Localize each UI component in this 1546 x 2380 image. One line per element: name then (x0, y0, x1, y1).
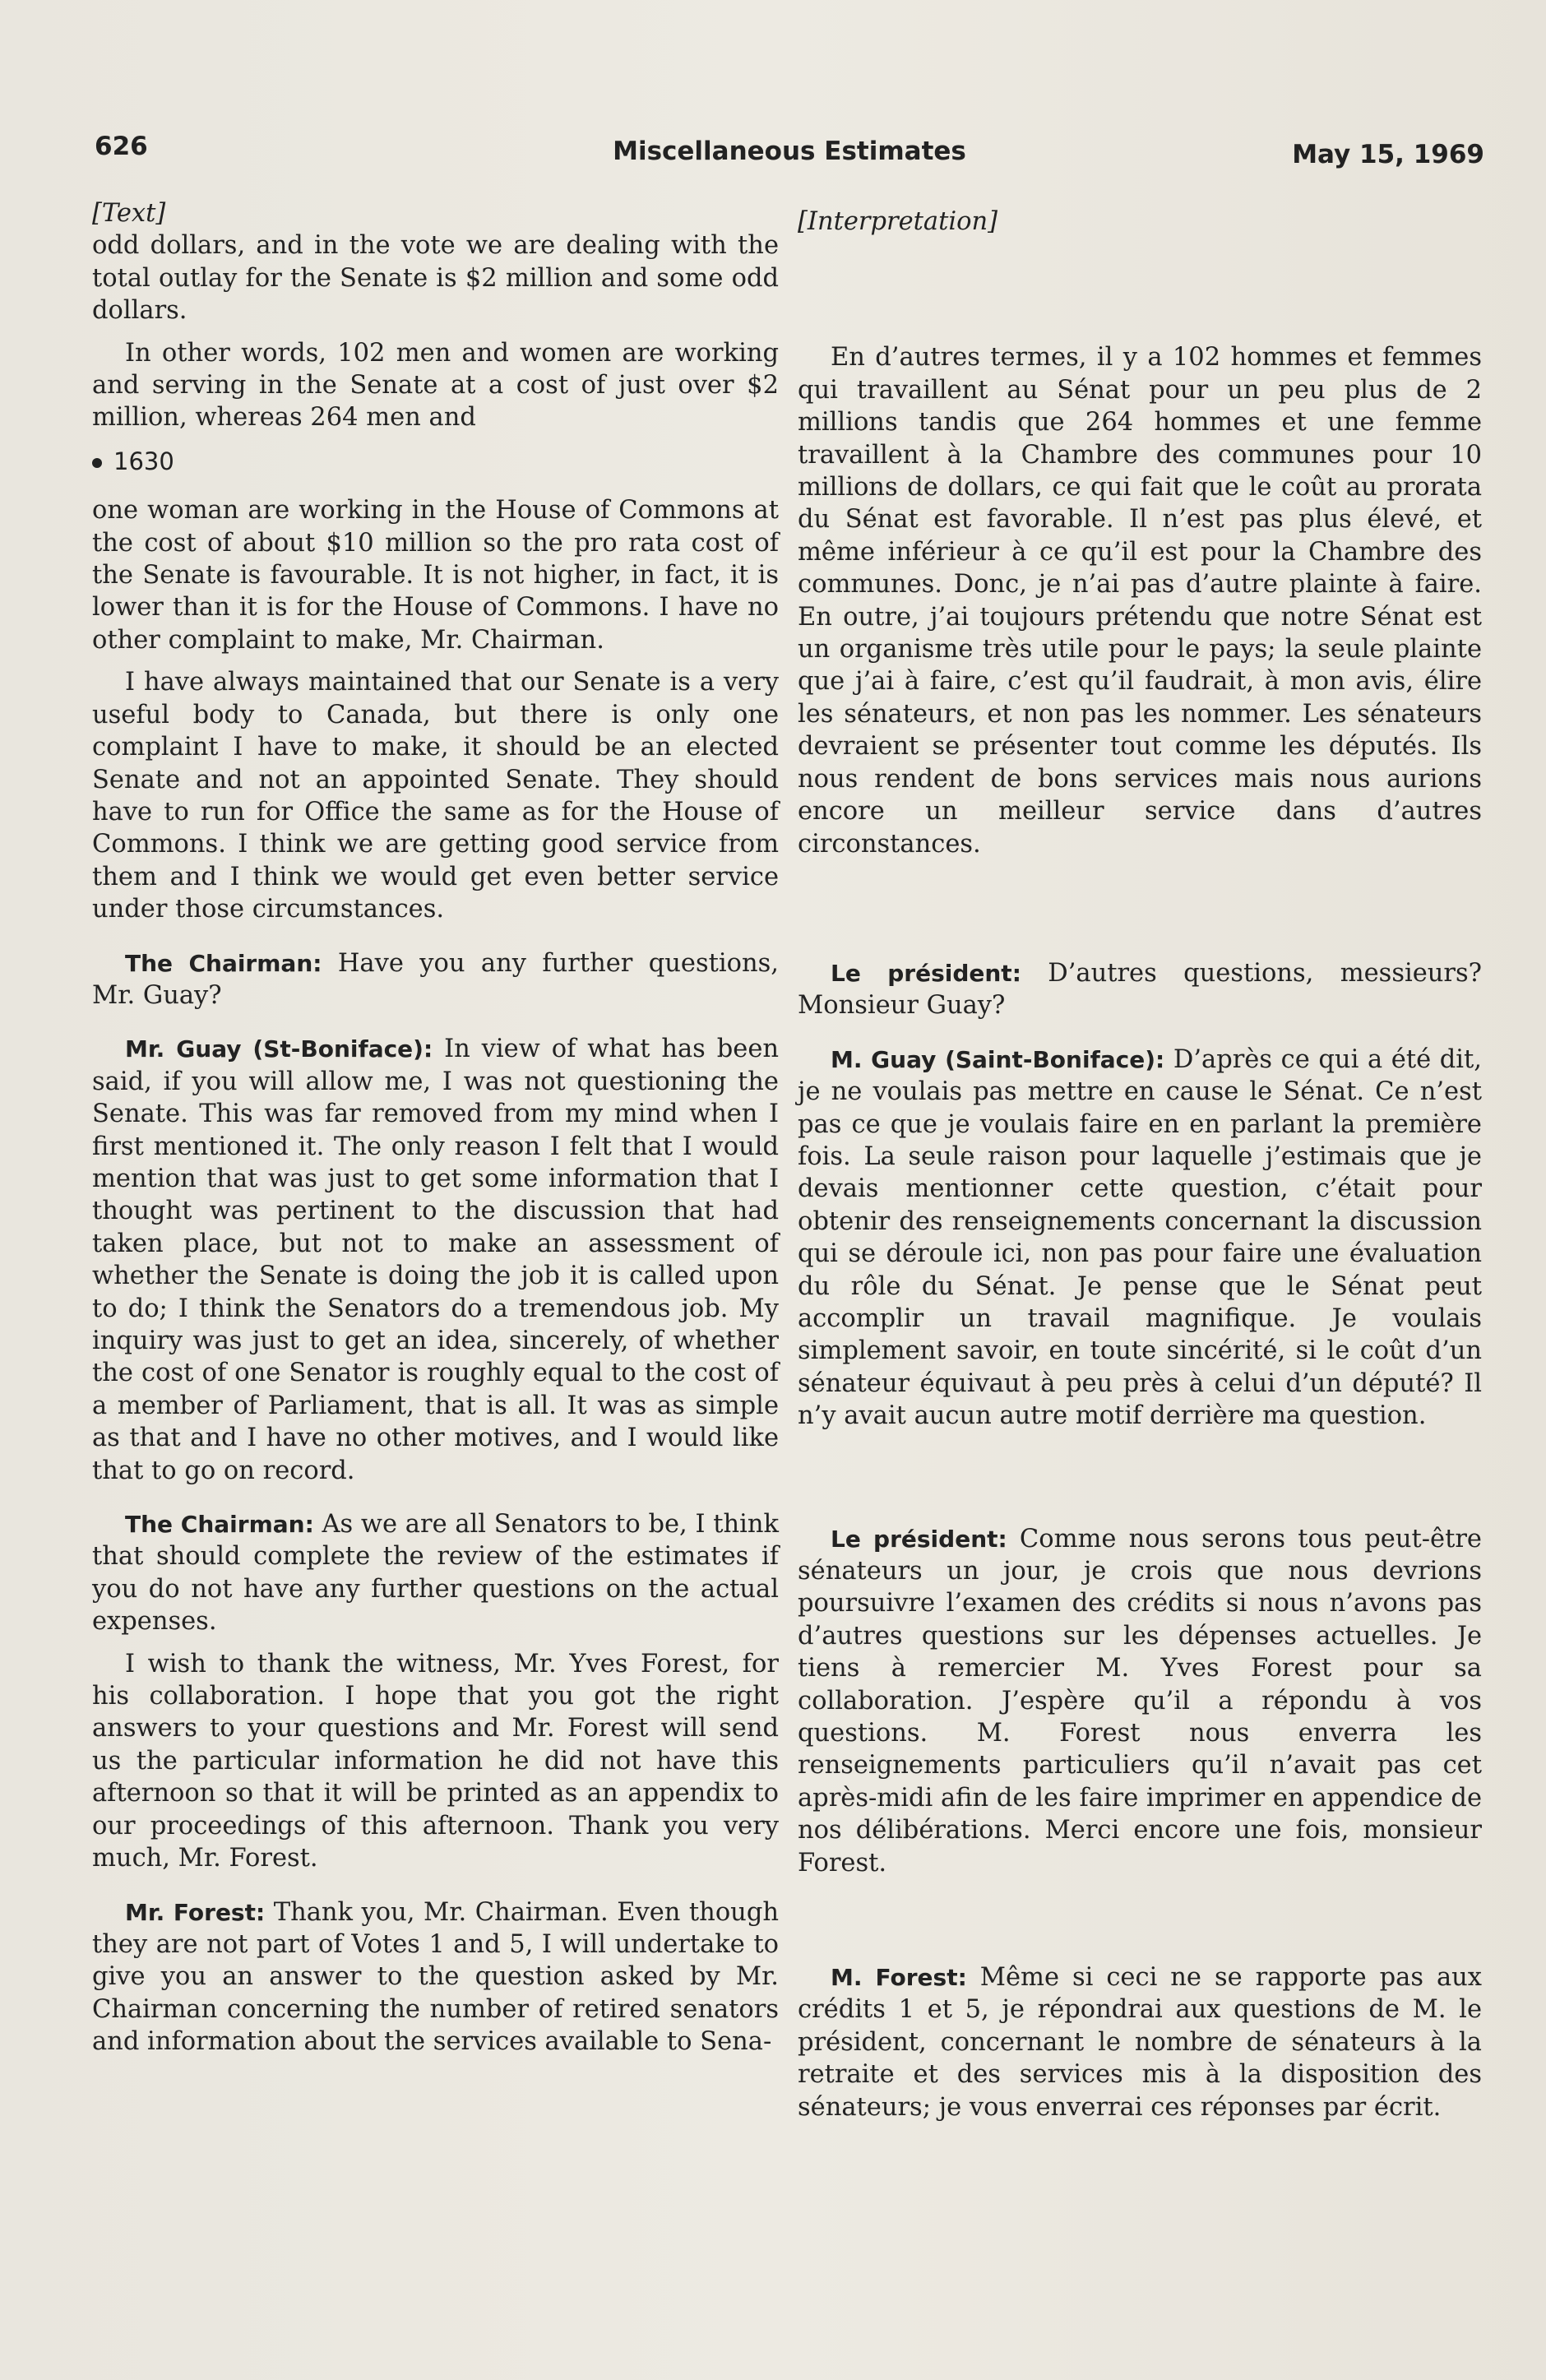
french-speech-forest (798, 1961, 1482, 2123)
time-marker-text: 1630 (113, 447, 174, 475)
speech-text: Have you any further questions, Mr. Guay? (92, 948, 779, 1010)
french-column (798, 197, 1482, 2123)
english-paragraph-4: I have always maintained that our Senate is a very useful body to Canada, but there is only one complaint I have to make, it should be an elected Senate and not an appointed Senate. They should have to run for Office the same as for the House of Commons. I think we are getting good service from them and I think we would get even better service under those circumstances. (92, 668, 779, 924)
running-title: Miscellaneous Estimates (613, 137, 966, 166)
speaker-name: M. Forest: (831, 1964, 967, 1992)
speech-text: Thank you, Mr. Chairman. Even though they are not part of Votes 1 and 5, I will undertake to give you an answer to the question asked by Mr. Chairman concerning the number of retired senators and information about the services available to Sena- (92, 1897, 779, 2057)
english-lang-tag: [Text] (92, 199, 166, 228)
speech-text: Même si ceci ne se rapporte pas aux crédits 1 et 5, je répondrai aux questions de M. le président, concernant le nombre de sénateurs à la retraite et des services mis à la disposition des sénateurs; je vous enverrai ces réponses par écrit. (798, 1963, 1482, 2122)
speech-text: Comme nous serons tous peut-être sénateurs un jour, je crois que nous devrions poursuivre l’examen des crédits si nous n’avons pas d’autres questions sur les dépenses actuelles. Je tiens à remercier M. Yves Forest pour sa collaboration. J’espère qu’il a répondu à vos questions. M. Forest nous enverra les renseignements particuliers qu’il n’avait pas cet après-midi afin de les faire imprimer en appendice de nos délibérations. Merci encore une fois, monsieur Forest. (798, 1524, 1482, 1878)
speaker-name: The Chairman: (125, 1511, 314, 1539)
french-speech-president-1 (798, 957, 1482, 1022)
page-number: 626 (95, 132, 148, 161)
english-speech-chairman-1 (92, 947, 779, 1012)
english-paragraph-1: odd dollars, and in the vote we are dealing with the total outlay for the Senate is $2 million and some odd dollars. (92, 231, 779, 326)
english-paragraph-5: I wish to thank the witness, Mr. Yves Forest, for his collaboration. I hope that you got the right answers to your questions and Mr. Forest will send us the particular information he did not have this afternoon so that it will be printed as an appendix to our proceedings of this afternoon. Thank you very much, Mr. Forest. (92, 1649, 779, 1873)
french-speech-president-2 (798, 1523, 1482, 1879)
speaker-name: The Chairman: (125, 949, 322, 977)
english-speech-forest (92, 1896, 779, 2058)
english-speech-chairman-2 (92, 1508, 779, 1638)
french-lang-tag: [Interpretation] (798, 207, 997, 236)
english-speech-guay (92, 1033, 779, 1487)
page-date: May 15, 1969 (1292, 140, 1484, 169)
french-speech-guay (798, 1044, 1482, 1433)
time-marker (92, 446, 779, 478)
french-paragraph-1: En d’autres termes, il y a 102 hommes et femmes qui travaillent au Sénat pour un peu plus de 2 millions tandis que 264 hommes et une femme travaillent à la Chambre des communes pour 10 millions de dollars, ce qui fait que le coût au prorata du Sénat est favorable. Il n’est pas plus élevé, et même inférieur à ce qu’il est pour la Chambre des communes. Donc, je n’ai pas d’autre plainte à faire. En outre, j’ai toujours prétendu que notre Sénat est un organisme très utile pour le pays; la seule plainte que j’ai à faire, c’est qu’il faudrait, à mon avis, élire les sénateurs, et non pas les nommer. Les sénateurs devraient se présenter tout comme les députés. Ils nous rendent de bons services mais nous aurions encore un meilleur service dans d’autres circonstances. (798, 343, 1482, 859)
speaker-name: Le président: (831, 959, 1021, 987)
english-paragraph-2: In other words, 102 men and women are working and serving in the Senate at a cost of just over $2 million, whereas 264 men and (92, 338, 779, 433)
speech-text: As we are all Senators to be, I think that should complete the review of the estimates if you do not have any further questions on the actual expenses. (92, 1510, 779, 1637)
speech-text: D’après ce qui a été dit, je ne voulais pas mettre en cause le Sénat. Ce n’est pas ce que je voulais faire en en parlant la première fois. La seule raison pour laquelle j’estimais que je devais mentionner cette question, c’était pour obtenir des renseignements concernant la discussion qui se déroule ici, non pas pour faire une évaluation du rôle du Sénat. Je pense que le Sénat peut accomplir un travail magnifique. Je voulais simplement savoir, en toute sincérité, si le coût d’un sénateur équivaut à peu près à celui d’un député? Il n’y avait aucun autre motif derrière ma question. (798, 1044, 1482, 1431)
english-paragraph-3: one woman are working in the House of Commons at the cost of about $10 million so the pro rata cost of the Senate is favourable. It is not higher, in fact, it is lower than it is for the House of Commons. I have no other complaint to make, Mr. Chairman. (92, 496, 779, 655)
page-header (95, 132, 1484, 181)
bullet-icon (92, 458, 102, 468)
speech-text: D’autres questions, messieurs? Monsieur Guay? (798, 958, 1482, 1021)
speaker-name: M. Guay (Saint-Boniface): (831, 1045, 1165, 1073)
speech-text: In view of what has been said, if you will allow me, I was not questioning the Senate. This was far removed from my mind when I first mentioned it. The only reason I felt that I would mention that was just to get some information that I thought was pertinent to the discussion that had taken place, but not to make an assessment of whether the Senate is doing the job it is called upon to do; I think the Senators do a tremendous job. My inquiry was just to get an idea, sincerely, of whether the cost of one Senator is roughly equal to the cost of a member of Parliament, that is all. It was as simple as that and I have no other motives, and I would like that to go on record. (92, 1035, 780, 1485)
speaker-name: Mr. Forest: (125, 1898, 266, 1926)
speaker-name: Le président: (831, 1525, 1007, 1553)
speaker-name: Mr. Guay (St-Boniface): (125, 1035, 433, 1063)
english-column (92, 197, 779, 2058)
column-spacer (798, 238, 1482, 341)
